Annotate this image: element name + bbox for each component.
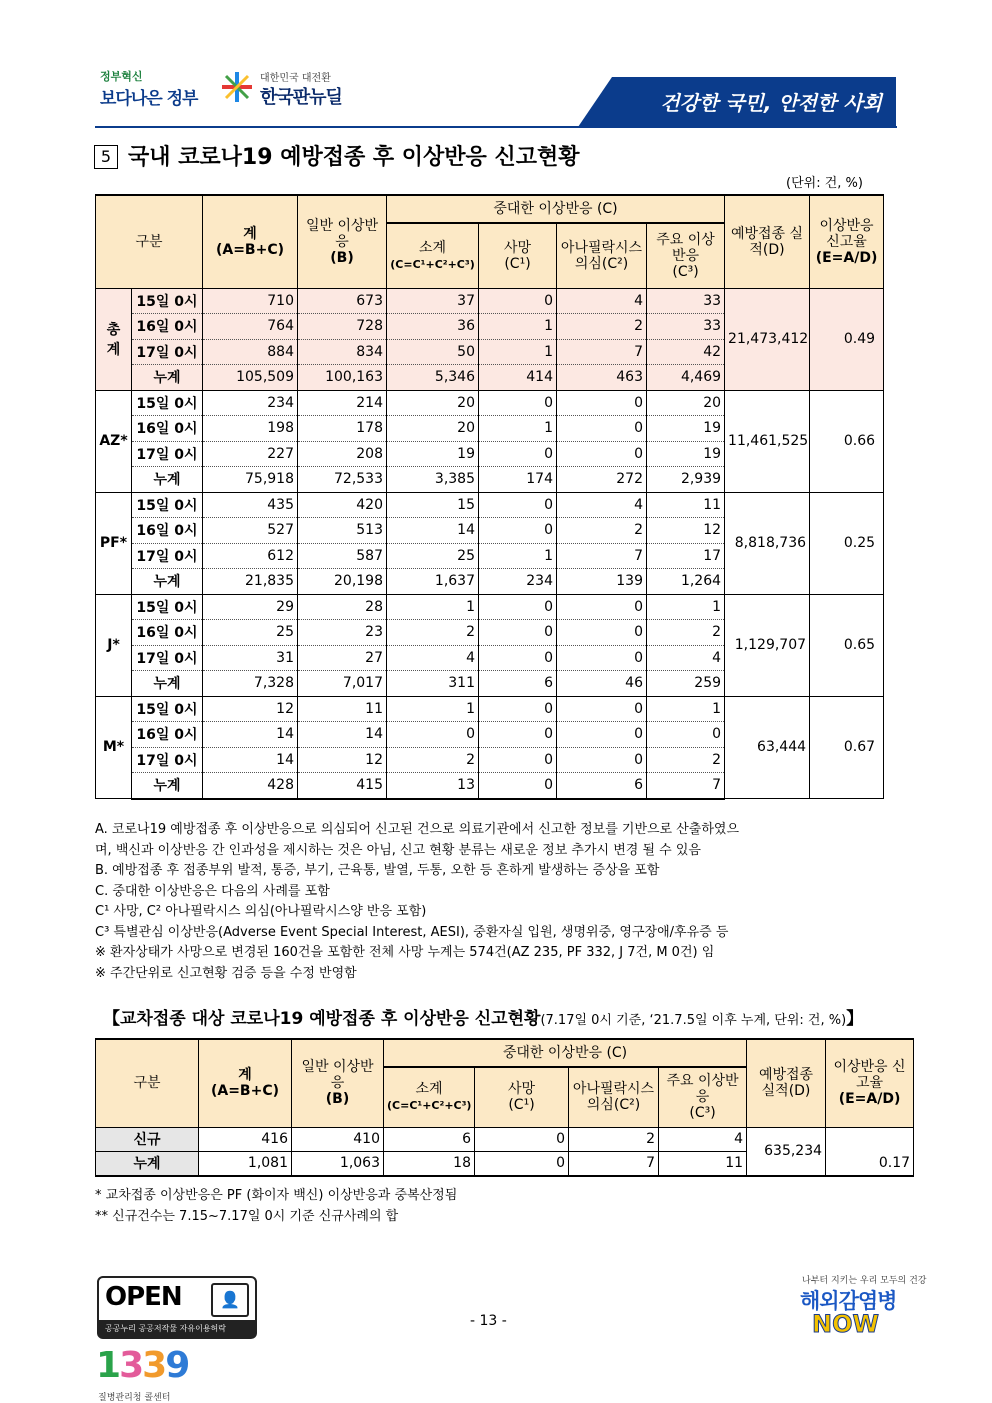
- cell-general: 214: [298, 390, 387, 416]
- cell-death: 1: [479, 314, 557, 340]
- cell-general: 20,198: [298, 569, 387, 595]
- cell-total: 1,081: [199, 1151, 292, 1176]
- row-label: 16일 0시: [132, 416, 203, 442]
- overseas-infection-logo: 해외감염병: [800, 1289, 897, 1313]
- cell-subtotal: 36: [387, 314, 479, 340]
- cell-general: 673: [298, 288, 387, 314]
- cell-major: 2: [647, 747, 725, 773]
- cell-death: 0: [479, 518, 557, 544]
- cell-general: 728: [298, 314, 387, 340]
- cell-total: 416: [199, 1127, 292, 1151]
- cell-general: 7,017: [298, 671, 387, 697]
- cell-anaphylaxis: 2: [557, 518, 647, 544]
- cell-death: 414: [479, 365, 557, 391]
- cell-subtotal: 0: [387, 722, 479, 748]
- cell-general: 587: [298, 543, 387, 569]
- header-total: 계 (A=B+C): [203, 195, 298, 288]
- cell-subtotal: 20: [387, 390, 479, 416]
- cell-major: 1: [647, 696, 725, 722]
- cell-rate: 0.65: [810, 594, 884, 696]
- cell-anaphylaxis: 272: [557, 467, 647, 493]
- cell-subtotal: 14: [387, 518, 479, 544]
- row-label: 15일 0시: [132, 696, 203, 722]
- group-label: M*: [96, 696, 132, 799]
- note-line: ※ 환자상태가 사망으로 변경된 160건을 포함한 전체 사망 누계는 574건(AZ 235, PF 332, J 7건, M 0건) 임: [95, 945, 715, 960]
- cell-general: 420: [298, 492, 387, 518]
- t2-header-general: 일반 이상반응 (B): [292, 1039, 384, 1127]
- cell-major: 2,939: [647, 467, 725, 493]
- cell-death: 234: [479, 569, 557, 595]
- cell-death: 0: [479, 492, 557, 518]
- cell-subtotal: 50: [387, 339, 479, 365]
- kogl-open-license-badge: [97, 1276, 257, 1339]
- cell-death: 0: [479, 441, 557, 467]
- header-divider: [95, 126, 897, 128]
- row-label: 15일 0시: [132, 390, 203, 416]
- cross-vaccination-title: 【교차접종 대상 코로나19 예방접종 후 이상반응 신고현황(7.17일 0시 기준, ‘21.7.5일 이후 누계, 단위: 건, %)】: [103, 1009, 864, 1029]
- cell-rate: 0.25: [810, 492, 884, 594]
- note-line: C. 중대한 이상반응은 다음의 사례를 포함: [95, 883, 330, 899]
- cell-total: 612: [203, 543, 298, 569]
- cell-subtotal: 19: [387, 441, 479, 467]
- header-anaphylaxis: 아나필락시스 의심(C²): [557, 223, 647, 288]
- row-label: 15일 0시: [132, 288, 203, 314]
- cell-anaphylaxis: 0: [557, 441, 647, 467]
- new-deal-spark-icon: [220, 70, 254, 104]
- new-deal-big-text: 한국판뉴딜: [260, 87, 342, 108]
- cell-anaphylaxis: 0: [557, 722, 647, 748]
- row-label: 누계: [132, 773, 203, 799]
- cell-general: 72,533: [298, 467, 387, 493]
- cell-major: 1,264: [647, 569, 725, 595]
- call-center-1339-logo: 1339: [96, 1345, 189, 1386]
- cell-general: 1,063: [292, 1151, 384, 1176]
- cell-major: 17: [647, 543, 725, 569]
- cell-major: 11: [647, 492, 725, 518]
- note-line: C³ 특별관심 이상반응(Adverse Event Special Interest, AESI), 중환자실 입원, 생명위중, 영구장애/후유증 등: [95, 924, 729, 940]
- cell-subtotal: 3,385: [387, 467, 479, 493]
- cell-death: 0: [475, 1151, 569, 1176]
- cell-anaphylaxis: 0: [557, 416, 647, 442]
- cell-subtotal: 1,637: [387, 569, 479, 595]
- cell-major: 1: [647, 594, 725, 620]
- cell-death: 0: [479, 773, 557, 799]
- cell-death: 1: [479, 339, 557, 365]
- group-label: PF*: [96, 492, 132, 594]
- cell-death: 0: [479, 747, 557, 773]
- cell-major: 0: [647, 722, 725, 748]
- cell-rate: 0.67: [810, 696, 884, 799]
- adverse-reaction-table: [95, 194, 884, 800]
- t2-header-subtotal: 소계 (C=C¹+C²+C³): [384, 1067, 475, 1127]
- cell-death: 0: [475, 1127, 569, 1151]
- cell-anaphylaxis: 0: [557, 390, 647, 416]
- cell-subtotal: 2: [387, 747, 479, 773]
- cell-anaphylaxis: 0: [557, 620, 647, 646]
- cell-total: 14: [203, 722, 298, 748]
- cell-subtotal: 1: [387, 594, 479, 620]
- row-label: 16일 0시: [132, 314, 203, 340]
- gov-logo-big-text: 보다나은 정부: [100, 89, 198, 109]
- cell-general: 178: [298, 416, 387, 442]
- cell-major: 42: [647, 339, 725, 365]
- cell-anaphylaxis: 7: [569, 1151, 659, 1176]
- cell-vaccinated: 21,473,412: [725, 288, 810, 390]
- cell-total: 710: [203, 288, 298, 314]
- cell-general: 100,163: [298, 365, 387, 391]
- cell-total: 12: [203, 696, 298, 722]
- cell-major: 11: [659, 1151, 747, 1176]
- t2-header-death: 사망 (C¹): [475, 1067, 569, 1127]
- cell-total: 7,328: [203, 671, 298, 697]
- table-row: [96, 492, 884, 518]
- table-row: [96, 696, 884, 722]
- cell-total: 234: [203, 390, 298, 416]
- cell-total: 764: [203, 314, 298, 340]
- cell-anaphylaxis: 0: [557, 696, 647, 722]
- row-label: 누계: [132, 365, 203, 391]
- cell-subtotal: 25: [387, 543, 479, 569]
- cell-anaphylaxis: 463: [557, 365, 647, 391]
- row-label: 17일 0시: [132, 441, 203, 467]
- cell-major: 19: [647, 416, 725, 442]
- header-major: 주요 이상반응 (C³): [647, 223, 725, 288]
- cell-total: 75,918: [203, 467, 298, 493]
- note-line: 며, 백신과 이상반응 간 인과성을 제시하는 것은 아님, 신고 현황 분류는 새로운 정보 추가시 변경 될 수 있음: [95, 842, 701, 858]
- cell-death: 6: [479, 671, 557, 697]
- cell-death: 174: [479, 467, 557, 493]
- cell-general: 14: [298, 722, 387, 748]
- cell-anaphylaxis: 2: [569, 1127, 659, 1151]
- cell-anaphylaxis: 4: [557, 492, 647, 518]
- overseas-infection-tagline: 나부터 지키는 우리 모두의 건강: [802, 1276, 927, 1286]
- row-label: 16일 0시: [132, 620, 203, 646]
- cell-subtotal: 20: [387, 416, 479, 442]
- cell-vaccinated: 11,461,525: [725, 390, 810, 492]
- page-number: - 13 -: [470, 1313, 507, 1329]
- cell-major: 20: [647, 390, 725, 416]
- cell-subtotal: 6: [384, 1127, 475, 1151]
- cell-general: 208: [298, 441, 387, 467]
- header-vaccinated: 예방접종 실적(D): [725, 195, 810, 288]
- cell-total: 884: [203, 339, 298, 365]
- person-icon: 👤: [211, 1283, 249, 1317]
- note-line: C¹ 사망, C² 아나필락시스 의심(아나필락시스양 반응 포함): [95, 904, 427, 919]
- header-serious: 중대한 이상반응 (C): [387, 195, 725, 223]
- row-label: 17일 0시: [132, 339, 203, 365]
- row-label: 누계: [132, 569, 203, 595]
- cell-anaphylaxis: 0: [557, 594, 647, 620]
- cell-major: 4,469: [647, 365, 725, 391]
- cell-subtotal: 15: [387, 492, 479, 518]
- cell-major: 7: [647, 773, 725, 799]
- row-label: 15일 0시: [132, 492, 203, 518]
- now-logo-text: NOW: [812, 1310, 879, 1338]
- cell-subtotal: 1: [387, 696, 479, 722]
- note-line: ** 신규건수는 7.15~7.17일 0시 기준 신규사례의 합: [95, 1209, 399, 1224]
- cell-major: 259: [647, 671, 725, 697]
- cell-death: 1: [479, 416, 557, 442]
- header-category: 구분: [96, 195, 203, 288]
- row-label: 17일 0시: [132, 747, 203, 773]
- cell-major: 4: [659, 1127, 747, 1151]
- header-death: 사망 (C¹): [479, 223, 557, 288]
- cell-major: 33: [647, 288, 725, 314]
- table-row: [96, 594, 884, 620]
- cell-anaphylaxis: 7: [557, 543, 647, 569]
- cell-total: 105,509: [203, 365, 298, 391]
- cell-major: 19: [647, 441, 725, 467]
- table-row: [96, 1127, 914, 1151]
- cell-major: 4: [647, 645, 725, 671]
- note-line: ※ 주간단위로 신고현황 검증 등을 수정 반영함: [95, 965, 357, 981]
- cell-subtotal: 2: [387, 620, 479, 646]
- group-label: J*: [96, 594, 132, 696]
- cell-anaphylaxis: 6: [557, 773, 647, 799]
- row-label: 신규: [96, 1127, 199, 1151]
- cell-total: 527: [203, 518, 298, 544]
- header-general: 일반 이상반응 (B): [298, 195, 387, 288]
- open-text: OPEN: [105, 1282, 182, 1312]
- table-row: [96, 288, 884, 314]
- note-line: B. 예방접종 후 접종부위 발적, 통증, 부기, 근육통, 발열, 두통, 오한 등 흔하게 발생하는 증상을 포함: [95, 863, 660, 878]
- cell-rate: 0.66: [810, 390, 884, 492]
- open-license-caption: 공공누리 공공저작물 자유이용허락: [99, 1320, 255, 1337]
- cell-subtotal: 5,346: [387, 365, 479, 391]
- cell-death: 1: [479, 543, 557, 569]
- cell-death: 0: [479, 645, 557, 671]
- section-number: 5: [94, 145, 118, 169]
- cell-death: 0: [479, 722, 557, 748]
- slogan-banner: [578, 77, 896, 127]
- gov-logo-small-text: 정부혁신: [100, 70, 143, 83]
- row-label: 16일 0시: [132, 518, 203, 544]
- cell-death: 0: [479, 696, 557, 722]
- cell-total: 428: [203, 773, 298, 799]
- row-label: 누계: [96, 1151, 199, 1176]
- cell-vaccinated: 63,444: [725, 696, 810, 799]
- cell-vaccinated: 8,818,736: [725, 492, 810, 594]
- cell-total: 25: [203, 620, 298, 646]
- note-line: * 교차접종 이상반응은 PF (화이자 백신) 이상반응과 중복산정됨: [95, 1188, 458, 1203]
- cell-subtotal: 18: [384, 1151, 475, 1176]
- header-rate: 이상반응 신고율 (E=A/D): [810, 195, 884, 288]
- row-label: 17일 0시: [132, 543, 203, 569]
- cell-subtotal: 13: [387, 773, 479, 799]
- cell-general: 12: [298, 747, 387, 773]
- gov-innovation-logo: [100, 68, 197, 109]
- table-notes: [95, 820, 895, 984]
- t2-header-total: 계 (A=B+C): [199, 1039, 292, 1127]
- cell-death: 0: [479, 620, 557, 646]
- t2-header-serious: 중대한 이상반응 (C): [384, 1039, 747, 1067]
- cell-anaphylaxis: 139: [557, 569, 647, 595]
- unit-label: (단위: 건, %): [786, 176, 863, 191]
- t2-header-major: 주요 이상반응 (C³): [659, 1067, 747, 1127]
- table-row: [96, 390, 884, 416]
- cell-total: 227: [203, 441, 298, 467]
- cell-total: 435: [203, 492, 298, 518]
- cell-general: 410: [292, 1127, 384, 1151]
- t2-header-vaccinated: 예방접종 실적(D): [747, 1039, 826, 1127]
- cell-major: 12: [647, 518, 725, 544]
- new-deal-small-text: 대한민국 대전환: [260, 73, 331, 84]
- cell-general: 23: [298, 620, 387, 646]
- cross-vaccination-table: [95, 1038, 914, 1177]
- cell-general: 513: [298, 518, 387, 544]
- cell-total: 29: [203, 594, 298, 620]
- cell-major: 33: [647, 314, 725, 340]
- t2-header-category: 구분: [96, 1039, 199, 1127]
- row-label: 15일 0시: [132, 594, 203, 620]
- cell-anaphylaxis: 0: [557, 747, 647, 773]
- cell-vaccinated: 635,234: [747, 1127, 826, 1176]
- cell-subtotal: 37: [387, 288, 479, 314]
- cell-total: 14: [203, 747, 298, 773]
- cell-rate: 0.17: [826, 1127, 914, 1176]
- cell-death: 0: [479, 390, 557, 416]
- cell-general: 415: [298, 773, 387, 799]
- t2-header-rate: 이상반응 신고율 (E=A/D): [826, 1039, 914, 1127]
- cell-death: 0: [479, 594, 557, 620]
- cell-anaphylaxis: 4: [557, 288, 647, 314]
- cell-anaphylaxis: 2: [557, 314, 647, 340]
- row-label: 누계: [132, 467, 203, 493]
- cross-vaccination-notes: [95, 1185, 457, 1227]
- section-title: 국내 코로나19 예방접종 후 이상반응 신고현황: [128, 145, 580, 170]
- cell-total: 198: [203, 416, 298, 442]
- call-center-caption: 질병관리청 콜센터: [98, 1393, 171, 1403]
- cell-general: 28: [298, 594, 387, 620]
- cell-total: 21,835: [203, 569, 298, 595]
- group-label: 총계: [96, 288, 132, 390]
- cell-vaccinated: 1,129,707: [725, 594, 810, 696]
- cell-death: 0: [479, 288, 557, 314]
- row-label: 17일 0시: [132, 645, 203, 671]
- t2-header-anaphylaxis: 아나필락시스 의심(C²): [569, 1067, 659, 1127]
- cell-rate: 0.49: [810, 288, 884, 390]
- cell-subtotal: 4: [387, 645, 479, 671]
- cell-general: 11: [298, 696, 387, 722]
- note-line: A. 코로나19 예방접종 후 이상반응으로 의심되어 신고된 건으로 의료기관에서 신고한 정보를 기반으로 산출하였으: [95, 822, 740, 837]
- cell-subtotal: 311: [387, 671, 479, 697]
- cell-general: 834: [298, 339, 387, 365]
- group-label: AZ*: [96, 390, 132, 492]
- cell-major: 2: [647, 620, 725, 646]
- row-label: 누계: [132, 671, 203, 697]
- cell-anaphylaxis: 46: [557, 671, 647, 697]
- cell-anaphylaxis: 0: [557, 645, 647, 671]
- header-subtotal: 소계 (C=C¹+C²+C³): [387, 223, 479, 288]
- slogan-text: 건강한 국민, 안전한 사회: [660, 91, 882, 115]
- row-label: 16일 0시: [132, 722, 203, 748]
- cell-anaphylaxis: 7: [557, 339, 647, 365]
- cell-general: 27: [298, 645, 387, 671]
- cell-total: 31: [203, 645, 298, 671]
